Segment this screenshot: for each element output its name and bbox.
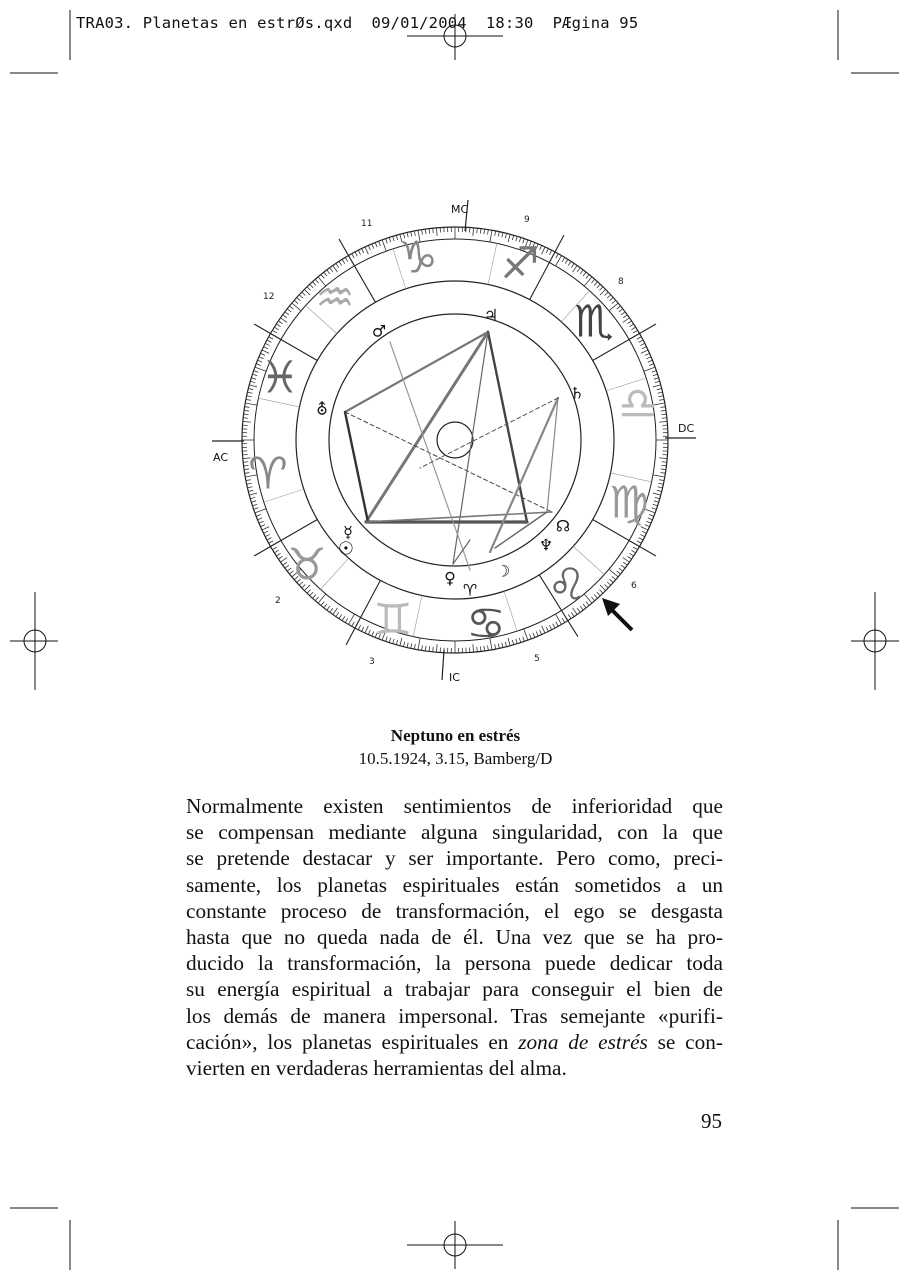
figure-caption-subtitle: 10.5.1924, 3.15, Bamberg/D [358, 749, 553, 768]
house-number-3: 3 [369, 657, 375, 667]
body-line: ducido la transformación, la persona puede dedicar toda [186, 951, 723, 976]
sun-icon: ☉ [337, 538, 355, 560]
mercury-icon: ☿ [343, 522, 353, 542]
aspect-line [453, 332, 488, 564]
body-line-part: se con- [647, 1029, 724, 1054]
registration-mark-right [851, 592, 899, 690]
libra-sign-icon: ♎ [618, 378, 658, 430]
registration-mark-left [10, 592, 58, 690]
house-number-12: 12 [263, 292, 275, 302]
gemini-sign-icon: ♊ [373, 594, 413, 646]
house-number-11: 11 [361, 219, 373, 229]
venus-icon: ♀ [444, 568, 456, 588]
body-line: se compensan mediante alguna singularidad, con la que [186, 820, 723, 845]
house-number-9: 9 [524, 215, 530, 225]
body-line: vierten en verdaderas herramientas del alma. [186, 1056, 567, 1081]
body-line: los demás de manera impersonal. Tras semejante «purifi- [186, 1003, 723, 1028]
mc-label: MC [451, 203, 469, 216]
jupiter-icon: ♃ [483, 305, 499, 325]
figure-caption-title: Neptuno en estrés [390, 726, 521, 745]
cancer-sign-icon: ♋ [466, 598, 506, 650]
saturn-icon: ♄ [569, 383, 585, 403]
scorpio-sign-icon: ♏ [574, 296, 614, 348]
house-number-2: 2 [275, 596, 281, 606]
stress-arrow-icon [602, 598, 632, 630]
body-line-part: cación», los planetas espirituales en [186, 1029, 519, 1054]
body-line [186, 1029, 723, 1055]
body-line: constante proceso de transformación, el ego se desgasta [186, 898, 723, 923]
page-number: 95 [701, 1109, 722, 1133]
node-icon: ☊ [555, 516, 571, 536]
registration-mark-top [407, 14, 503, 60]
body-line: hasta que no queda nada de él. Una vez que se ha pro- [186, 925, 723, 950]
aspect-line [488, 332, 527, 522]
neptune-icon: ♆ [538, 535, 554, 555]
virgo-sign-icon: ♍ [609, 477, 649, 529]
aspect-line [345, 412, 368, 522]
mars-icon: ♂ [371, 321, 387, 341]
body-line: samente, los planetas espirituales están sometidos a un [186, 872, 723, 897]
center-circle [437, 422, 473, 458]
aquarius-sign-icon: ♒ [315, 272, 355, 324]
dc-label: DC [678, 422, 695, 435]
ic-label: IC [449, 671, 460, 684]
uranus-icon: ⛢ [316, 399, 328, 419]
aspect-line [345, 332, 488, 412]
body-paragraph [186, 793, 723, 1081]
ic-axis-line [442, 650, 444, 680]
aspect-line [366, 332, 488, 522]
aspect-line [547, 398, 558, 512]
sagittarius-sign-icon: ♐ [500, 238, 540, 290]
aries-point-icon: ♈ [462, 580, 478, 600]
house-number-5: 5 [534, 654, 540, 664]
registration-mark-bottom [407, 1221, 503, 1269]
pisces-sign-icon: ♓ [260, 352, 300, 404]
body-line: su energía espiritual a trabajar para conseguir el bien de [186, 977, 723, 1002]
moon-icon: ☽ [495, 561, 511, 581]
aspect-line [420, 398, 558, 468]
natal-chart-wheel [195, 192, 715, 692]
body-line: se pretende destacar y ser importante. Pero como, preci- [186, 846, 723, 871]
aries-sign-icon: ♈ [248, 448, 288, 500]
emphasis-zona-de-estres: zona de estrés [518, 1029, 648, 1054]
aspect-line [490, 398, 558, 552]
capricorn-sign-icon: ♑ [398, 232, 438, 284]
house-number-8: 8 [618, 277, 624, 287]
taurus-sign-icon: ♉ [287, 539, 327, 591]
house-number-6: 6 [631, 581, 637, 591]
print-slug: TRA03. Planetas en estrØs.qxd 09/01/2004 18:30 PÆgina 95 [76, 14, 639, 32]
ac-label: AC [213, 451, 229, 464]
body-line: Normalmente existen sentimientos de inferioridad que [186, 794, 723, 818]
leo-sign-icon: ♌ [547, 559, 587, 611]
